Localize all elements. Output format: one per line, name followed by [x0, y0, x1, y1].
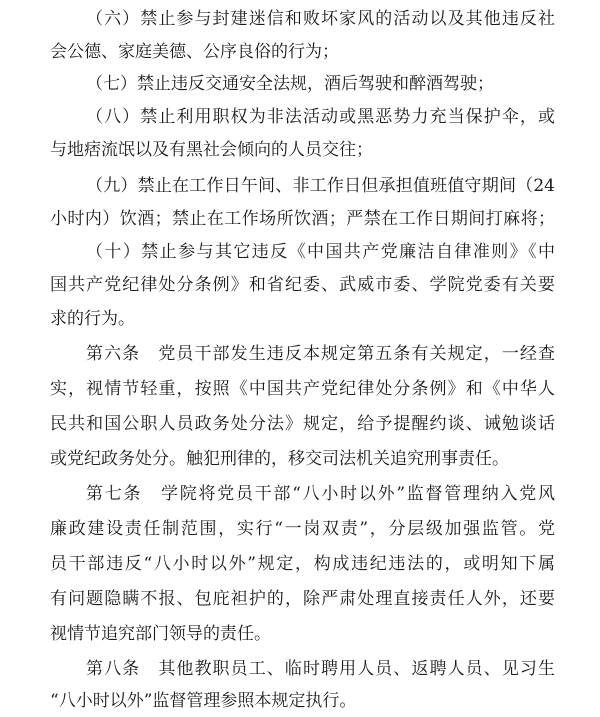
text-line-13: 民共和国公职人员政务处分法》规定，给予提醒约谈、诫勉谈话	[50, 414, 555, 434]
text-line-7: 小时内）饮酒；禁止在工作场所饮酒；严禁在工作日期间打麻将；	[50, 209, 555, 229]
text-line-3: （七）禁止违反交通安全法规，酒后驾驶和醉酒驾驶；	[86, 74, 494, 94]
text-line-6: （九）禁止在工作日午间、非工作日但承担值班值守期间（24	[86, 176, 555, 196]
text-line-8: （十）禁止参与其它违反《中国共产党廉洁自律准则》《中	[86, 242, 555, 262]
text-line-14: 或党纪政务处分。触犯刑律的，移交司法机关追究刑事责任。	[50, 449, 509, 469]
text-line-21: “八小时以外”监督管理参照本规定执行。	[50, 691, 357, 711]
text-line-9: 国共产党纪律处分条例》和省纪委、武威市委、学院党委有关要	[50, 275, 555, 295]
text-line-2: 会公德、家庭美德、公序良俗的行为；	[50, 42, 339, 62]
text-line-5: 与地痞流氓以及有黑社会倾向的人员交往；	[50, 140, 373, 160]
text-line-16: 廉政建设责任制范围，实行“一岗双责”，分层级加强监管。党	[50, 519, 555, 539]
text-line-11: 第六条 党员干部发生违反本规定第五条有关规定，一经查	[86, 344, 555, 364]
text-line-17: 员干部违反“八小时以外”规定，构成违纪违法的，或明知下属	[50, 554, 555, 574]
text-line-19: 视情节追究部门领导的责任。	[50, 624, 271, 644]
text-line-18: 有问题隐瞒不报、包庇袒护的，除严肃处理直接责任人外，还要	[50, 589, 555, 609]
text-line-15: 第七条 学院将党员干部“八小时以外”监督管理纳入党风	[86, 484, 555, 504]
text-line-4: （八）禁止利用职权为非法活动或黑恶势力充当保护伞，或	[86, 107, 555, 127]
text-line-20: 第八条 其他教职员工、临时聘用人员、返聘人员、见习生	[86, 659, 555, 679]
text-line-1: （六）禁止参与封建迷信和败坏家风的活动以及其他违反社	[86, 9, 555, 29]
text-line-12: 实，视情节轻重，按照《中国共产党纪律处分条例》和《中华人	[50, 379, 555, 399]
text-line-10: 求的行为。	[50, 309, 135, 329]
